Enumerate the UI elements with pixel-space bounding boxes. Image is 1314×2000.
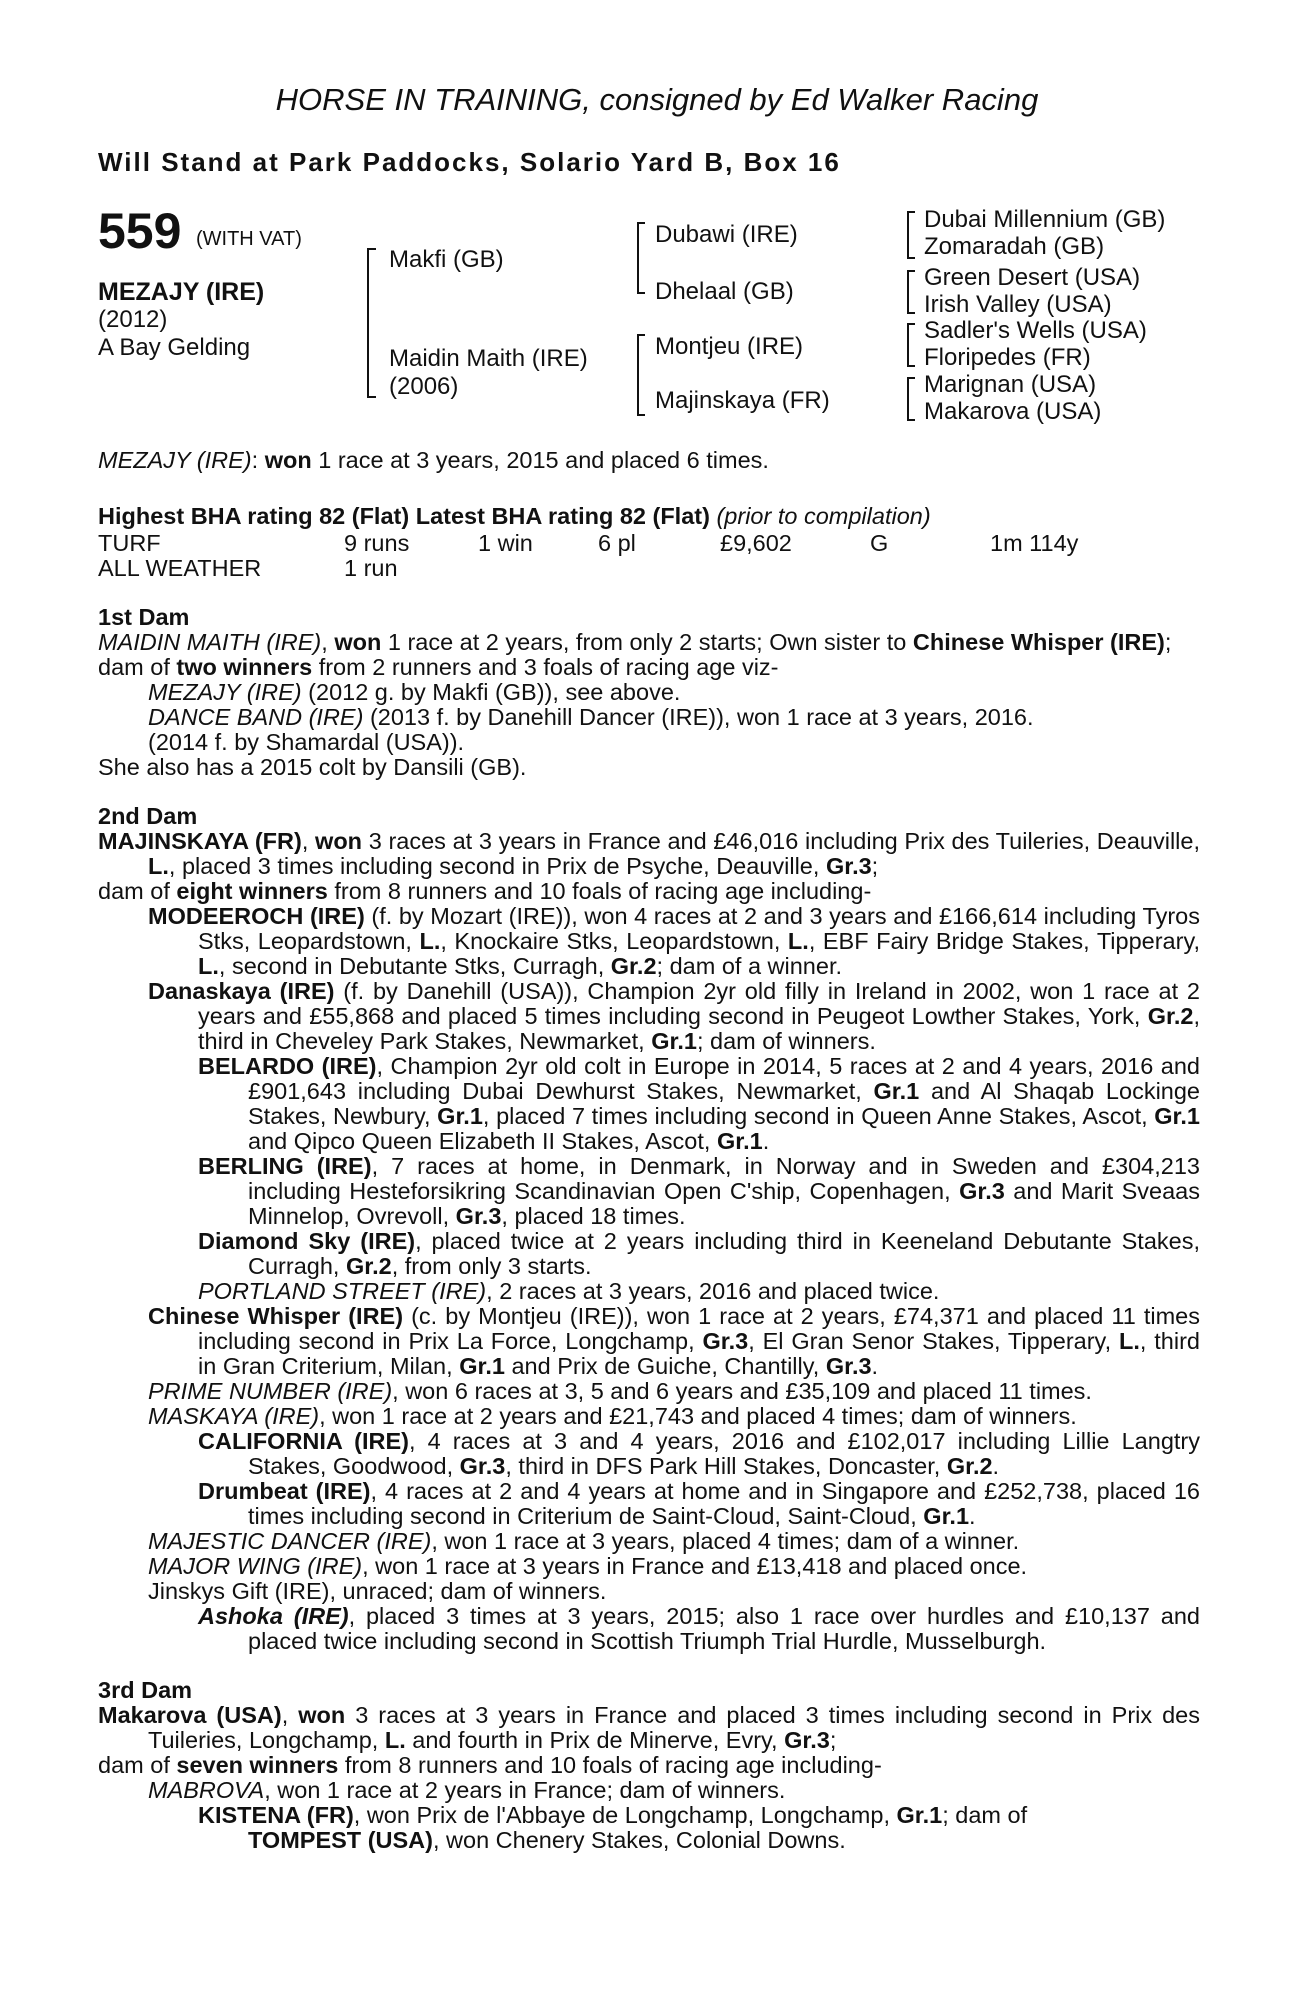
dam3-produce-summary: dam of seven winners from 8 runners and 10 foals of racing age including- xyxy=(98,1752,882,1778)
california-entry: CALIFORNIA (IRE), 4 races at 3 and 4 years, 2016 and £102,017 including Lillie Langtry Stakes, Goodwood, Gr.3, third in DFS Park Hill Stakes, Doncaster, Gr.2. xyxy=(198,1428,1200,1479)
dam2-record: MAJINSKAYA (FR), won 3 races at 3 years in France and £46,016 including Prix des Tuileries, Deauville, L., placed 3 times including second in Prix de Psyche, Deauville, Gr.3; xyxy=(98,828,1200,879)
diamond-sky-entry: Diamond Sky (IRE), placed twice at 2 years including third in Keeneland Debutante Stakes, Curragh, Gr.2, from only 3 starts. xyxy=(198,1228,1200,1279)
berling-entry: BERLING (IRE), 7 races at home, in Denmark, in Norway and in Sweden and £304,213 including Hesteforsikring Scandinavian Open C'ship, Copenhagen, Gr.3 and Marit Sveaas Minnelop, Ovrevoll, Gr.3, placed 18 times. xyxy=(198,1153,1200,1229)
mabrova-entry: MABROVA, won 1 race at 2 years in France; dam of winners. xyxy=(148,1777,786,1803)
dam2-produce-summary: dam of eight winners from 8 runners and 10 foals of racing age including- xyxy=(98,878,872,904)
dam1-record: MAIDIN MAITH (IRE), won 1 race at 2 years, from only 2 starts; Own sister to Chinese Whisper (IRE); xyxy=(98,629,1172,655)
dam1-foal-2014: (2014 f. by Shamardal (USA)). xyxy=(148,729,465,755)
dam1-produce-summary: dam of two winners from 2 runners and 3 foals of racing age viz- xyxy=(98,654,779,680)
stable-location: Will Stand at Park Paddocks, Solario Yard B, Box 16 xyxy=(98,147,841,177)
dam-parents-brace xyxy=(637,334,645,416)
family-section xyxy=(98,605,1200,1853)
pedigree-g7: Marignan (USA) xyxy=(924,371,1097,398)
g-brace-1 xyxy=(907,211,915,259)
pedigree-g3: Green Desert (USA) xyxy=(924,264,1141,291)
drumbeat-entry: Drumbeat (IRE), 4 races at 2 and 4 years at home and in Singapore and £252,738, placed 16 times including second in Criterium de Saint-Cloud, Saint-Cloud, Gr.1. xyxy=(198,1478,1201,1529)
horse-description: A Bay Gelding xyxy=(98,334,251,361)
pedigree-g2: Zomaradah (GB) xyxy=(924,233,1105,260)
chinese-whisper-entry: Chinese Whisper (IRE) (c. by Montjeu (IRE)), won 1 race at 2 years, £74,371 and placed 11 times including second in Prix La Force, Longchamp, Gr.3, El Gran Senor Stakes, Tipperary, L., third in Gran Criterium, Milan, Gr.1 and Prix de Guiche, Chantilly, Gr.3. xyxy=(148,1303,1200,1379)
dam3-heading: 3rd Dam xyxy=(98,1677,193,1703)
race-summary: MEZAJY (IRE): won 1 race at 3 years, 2015 and placed 6 times. xyxy=(98,447,769,473)
sire-dam-brace xyxy=(367,248,376,398)
sire-parents-brace xyxy=(637,222,645,294)
jinskys-gift-entry: Jinskys Gift (IRE), unraced; dam of winners. xyxy=(148,1578,607,1604)
pedigree-g8: Makarova (USA) xyxy=(924,398,1102,425)
dam1-foal-dance-band: DANCE BAND (IRE) (2013 f. by Danehill Dancer (IRE)), won 1 race at 3 years, 2016. xyxy=(148,704,1034,730)
prime-number-entry: PRIME NUMBER (IRE), won 6 races at 3, 5 and 6 years and £35,109 and placed 11 times. xyxy=(148,1378,1092,1404)
dam1-foal-mezajy: MEZAJY (IRE) (2012 g. by Makfi (GB)), see above. xyxy=(148,679,681,705)
pedigree-dam-dam: Majinskaya (FR) xyxy=(655,387,830,414)
horse-year: (2012) xyxy=(98,306,168,333)
kistena-entry: KISTENA (FR), won Prix de l'Abbaye de Longchamp, Longchamp, Gr.1; dam of xyxy=(198,1802,1028,1828)
ashoka-entry: Ashoka (IRE), placed 3 times at 3 years, 2015; also 1 race over hurdles and £10,137 and placed twice including second in Scottish Triumph Trial Hurdle, Musselburgh. xyxy=(198,1603,1200,1654)
catalogue-heading: HORSE IN TRAINING, consigned by Ed Walker Racing xyxy=(275,82,1039,117)
pedigree-g6: Floripedes (FR) xyxy=(924,344,1091,371)
g-brace-2 xyxy=(907,270,915,314)
vat-note: (WITH VAT) xyxy=(196,228,302,250)
dam2-heading: 2nd Dam xyxy=(98,803,198,829)
g-brace-4 xyxy=(907,377,915,421)
pedigree-dam: Maidin Maith (IRE) xyxy=(389,345,588,372)
pedigree-dam-year: (2006) xyxy=(389,373,459,400)
pedigree-g5: Sadler's Wells (USA) xyxy=(924,317,1147,344)
bha-rating: Highest BHA rating 82 (Flat) Latest BHA rating 82 (Flat) (prior to compilation) xyxy=(98,503,931,529)
danaskaya-entry: Danaskaya (IRE) (f. by Danehill (USA)), Champion 2yr old filly in Ireland in 2002, won 1 race at 2 years and £55,868 and placed 5 times including second in Peugeot Lowther Stakes, York, Gr.2, third in Cheveley Park Stakes, Newmarket, Gr.1; dam of winners. xyxy=(148,978,1200,1054)
pedigree-sire: Makfi (GB) xyxy=(389,246,504,273)
major-wing-entry: MAJOR WING (IRE), won 1 race at 3 years in France and £13,418 and placed once. xyxy=(148,1553,1028,1579)
dam1-foal-2015: She also has a 2015 colt by Dansili (GB). xyxy=(98,754,527,780)
dam1-heading: 1st Dam xyxy=(98,604,190,630)
maskaya-entry: MASKAYA (IRE), won 1 race at 2 years and £21,743 and placed 4 times; dam of winners. xyxy=(148,1403,1077,1429)
dam3-record: Makarova (USA), won 3 races at 3 years in France and placed 3 times including second in Prix des Tuileries, Longchamp, L. and fourth in Prix de Minerve, Evry, Gr.3; xyxy=(98,1702,1200,1753)
portland-street-entry: PORTLAND STREET (IRE), 2 races at 3 years, 2016 and placed twice. xyxy=(198,1278,940,1304)
lot-number: 559 xyxy=(98,203,182,259)
pedigree-g4: Irish Valley (USA) xyxy=(924,291,1112,318)
modeeroch-entry: MODEEROCH (IRE) (f. by Mozart (IRE)), won 4 races at 2 and 3 years and £166,614 including Tyros Stks, Leopardstown, L., Knockaire Stks, Leopardstown, L., EBF Fairy Bridge Stakes, Tipperary, L., second in Debutante Stks, Curragh, Gr.2; dam of a winner. xyxy=(148,903,1200,979)
tompest-entry: TOMPEST (USA), won Chenery Stakes, Colonial Downs. xyxy=(248,1827,846,1853)
majestic-dancer-entry: MAJESTIC DANCER (IRE), won 1 race at 3 years, placed 4 times; dam of a winner. xyxy=(148,1528,1020,1554)
pedigree-sire-sire: Dubawi (IRE) xyxy=(655,221,798,248)
horse-name: MEZAJY (IRE) xyxy=(98,278,265,306)
g-brace-3 xyxy=(907,323,915,367)
pedigree-sire-dam: Dhelaal (GB) xyxy=(655,278,794,305)
pedigree-g1: Dubai Millennium (GB) xyxy=(924,206,1166,233)
belardo-entry: BELARDO (IRE), Champion 2yr old colt in Europe in 2014, 5 races at 2 and 4 years, 2016 and £901,643 including Dubai Dewhurst Stakes, Newmarket, Gr.1 and Al Shaqab Lockinge Stakes, Newbury, Gr.1, placed 7 times including second in Queen Anne Stakes, Ascot, Gr.1 and Qipco Queen Elizabeth II Stakes, Ascot, Gr.1. xyxy=(198,1053,1201,1154)
pedigree-dam-sire: Montjeu (IRE) xyxy=(655,333,804,360)
